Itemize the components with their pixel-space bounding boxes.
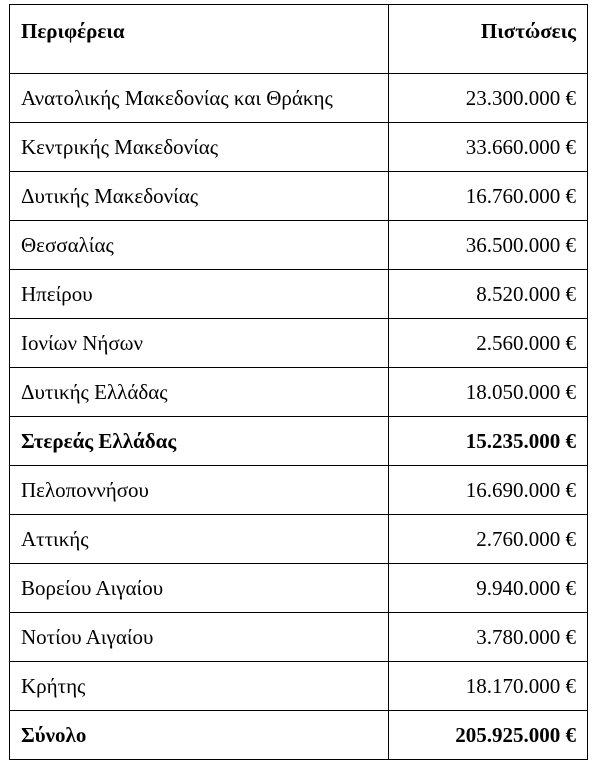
row-region: Πελοποννήσου — [10, 466, 389, 515]
row-region: Δυτικής Ελλάδας — [10, 368, 389, 417]
table-row — [10, 662, 588, 711]
row-amount: 18.170.000 € — [389, 662, 588, 711]
table-total-row — [10, 711, 588, 760]
row-amount: 15.235.000 € — [389, 417, 588, 466]
header-region: Περιφέρεια — [10, 5, 389, 74]
row-region: Αττικής — [10, 515, 389, 564]
total-amount: 205.925.000 € — [389, 711, 588, 760]
table-row — [10, 270, 588, 319]
row-region: Βορείου Αιγαίου — [10, 564, 389, 613]
row-amount: 33.660.000 € — [389, 123, 588, 172]
row-region: Ιονίων Νήσων — [10, 319, 389, 368]
row-region: Ηπείρου — [10, 270, 389, 319]
table-row — [10, 74, 588, 123]
table-header-row — [10, 5, 588, 74]
row-amount: 36.500.000 € — [389, 221, 588, 270]
row-amount: 8.520.000 € — [389, 270, 588, 319]
table-row — [10, 368, 588, 417]
row-region: Δυτικής Μακεδονίας — [10, 172, 389, 221]
row-amount: 9.940.000 € — [389, 564, 588, 613]
row-amount: 18.050.000 € — [389, 368, 588, 417]
row-amount: 23.300.000 € — [389, 74, 588, 123]
row-region: Θεσσαλίας — [10, 221, 389, 270]
table-row — [10, 172, 588, 221]
row-region: Ανατολικής Μακεδονίας και Θράκης — [10, 74, 389, 123]
row-region: Κεντρικής Μακεδονίας — [10, 123, 389, 172]
table-row — [10, 319, 588, 368]
credits-table — [9, 4, 588, 760]
table-row — [10, 515, 588, 564]
table-row — [10, 613, 588, 662]
total-label: Σύνολο — [10, 711, 389, 760]
table-row — [10, 123, 588, 172]
table-row-highlighted — [10, 417, 588, 466]
row-region: Στερεάς Ελλάδας — [10, 417, 389, 466]
table-row — [10, 466, 588, 515]
row-amount: 2.760.000 € — [389, 515, 588, 564]
row-amount: 16.690.000 € — [389, 466, 588, 515]
row-amount: 16.760.000 € — [389, 172, 588, 221]
row-region: Κρήτης — [10, 662, 389, 711]
row-amount: 3.780.000 € — [389, 613, 588, 662]
table-row — [10, 564, 588, 613]
header-amount: Πιστώσεις — [389, 5, 588, 74]
table-row — [10, 221, 588, 270]
row-amount: 2.560.000 € — [389, 319, 588, 368]
row-region: Νοτίου Αιγαίου — [10, 613, 389, 662]
